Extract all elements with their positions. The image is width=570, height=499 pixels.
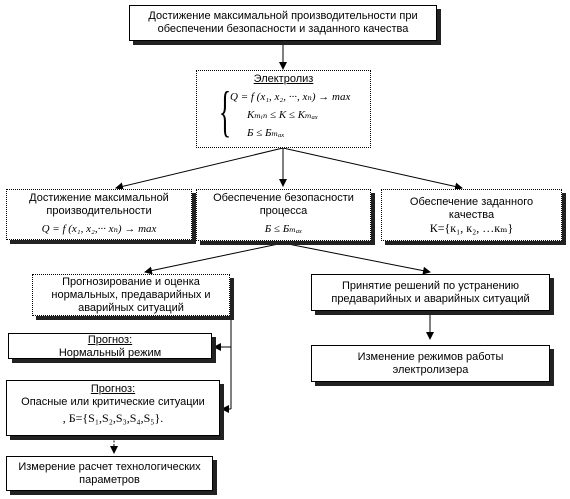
measurement-line-1: Измерение расчет технологических xyxy=(18,461,201,473)
arrow-safety-to-forecasting xyxy=(145,243,283,272)
productivity-line-2: производительности xyxy=(46,205,152,217)
measurement-line-2: параметров xyxy=(79,474,140,486)
safety-box xyxy=(196,189,371,241)
mode-change-box xyxy=(311,345,550,382)
forecasting-box xyxy=(32,274,230,316)
electrolysis-box xyxy=(196,70,371,148)
decision-line-1: Принятие решений по устранению xyxy=(341,280,520,292)
quality-formula: К={к₁, к₂, …кₘ} xyxy=(429,221,514,235)
quality-line-2: качества xyxy=(448,209,495,221)
electrolysis-eq-2: Kₘᵢₙ ≤ K ≤ Kₘₐₓ xyxy=(247,109,319,121)
goal-line-1: Достижение максимальной производительности при xyxy=(148,10,418,22)
quality-box xyxy=(381,189,562,241)
forecast-normal-box xyxy=(8,333,212,359)
arrow-safety-to-decision xyxy=(283,243,430,272)
measurement-box xyxy=(6,456,213,491)
electrolysis-title: Электролиз xyxy=(253,73,314,85)
forecasting-line-1: Прогнозирование и оценка xyxy=(62,276,200,288)
forecast-critical-formula: , Б={S₁,S₂,S₃,S₄,S₅}. xyxy=(62,411,164,425)
forecast-normal-text: Нормальный режим xyxy=(58,347,162,359)
brace-symbol: { xyxy=(219,81,232,143)
quality-line-1: Обеспечение заданного xyxy=(409,196,534,208)
forecast-critical-text: Опасные или критические ситуации xyxy=(21,396,205,408)
forecast-normal-title: Прогноз: xyxy=(87,334,133,346)
forecast-critical-title: Прогноз: xyxy=(90,383,136,395)
productivity-formula: Q = f (x₁, x₂,··· xₙ) → max xyxy=(41,223,157,235)
productivity-line-1: Достижение максимальной xyxy=(29,192,169,204)
mode-change-line-2: электролизера xyxy=(392,364,469,376)
electrolysis-eq-3: Б ≤ Бₘₐₓ xyxy=(247,127,285,139)
arrow-electrolysis-to-quality xyxy=(283,148,462,188)
goal-line-2: обеспечении безопасности и заданного качества xyxy=(157,23,409,35)
decision-line-2: предаварийных и аварийных ситуаций xyxy=(331,293,530,305)
decision-box xyxy=(311,274,550,311)
safety-line-2: процесса xyxy=(259,205,308,217)
safety-line-1: Обеспечение безопасности xyxy=(213,192,354,204)
electrolysis-eq-1: Q = f (x₁, x₂, ···, xₙ) → max xyxy=(230,91,351,103)
productivity-box xyxy=(6,189,192,240)
forecast-critical-box xyxy=(6,380,220,436)
goal-box xyxy=(129,5,437,41)
arrow-electrolysis-to-productivity xyxy=(116,148,283,188)
safety-formula: Б ≤ Бₘₐₓ xyxy=(264,223,303,235)
forecasting-line-3: аварийных ситуаций xyxy=(78,302,184,314)
mode-change-line-1: Изменение режимов работы xyxy=(357,351,504,363)
forecasting-line-2: нормальных, предаварийных и xyxy=(51,289,211,301)
